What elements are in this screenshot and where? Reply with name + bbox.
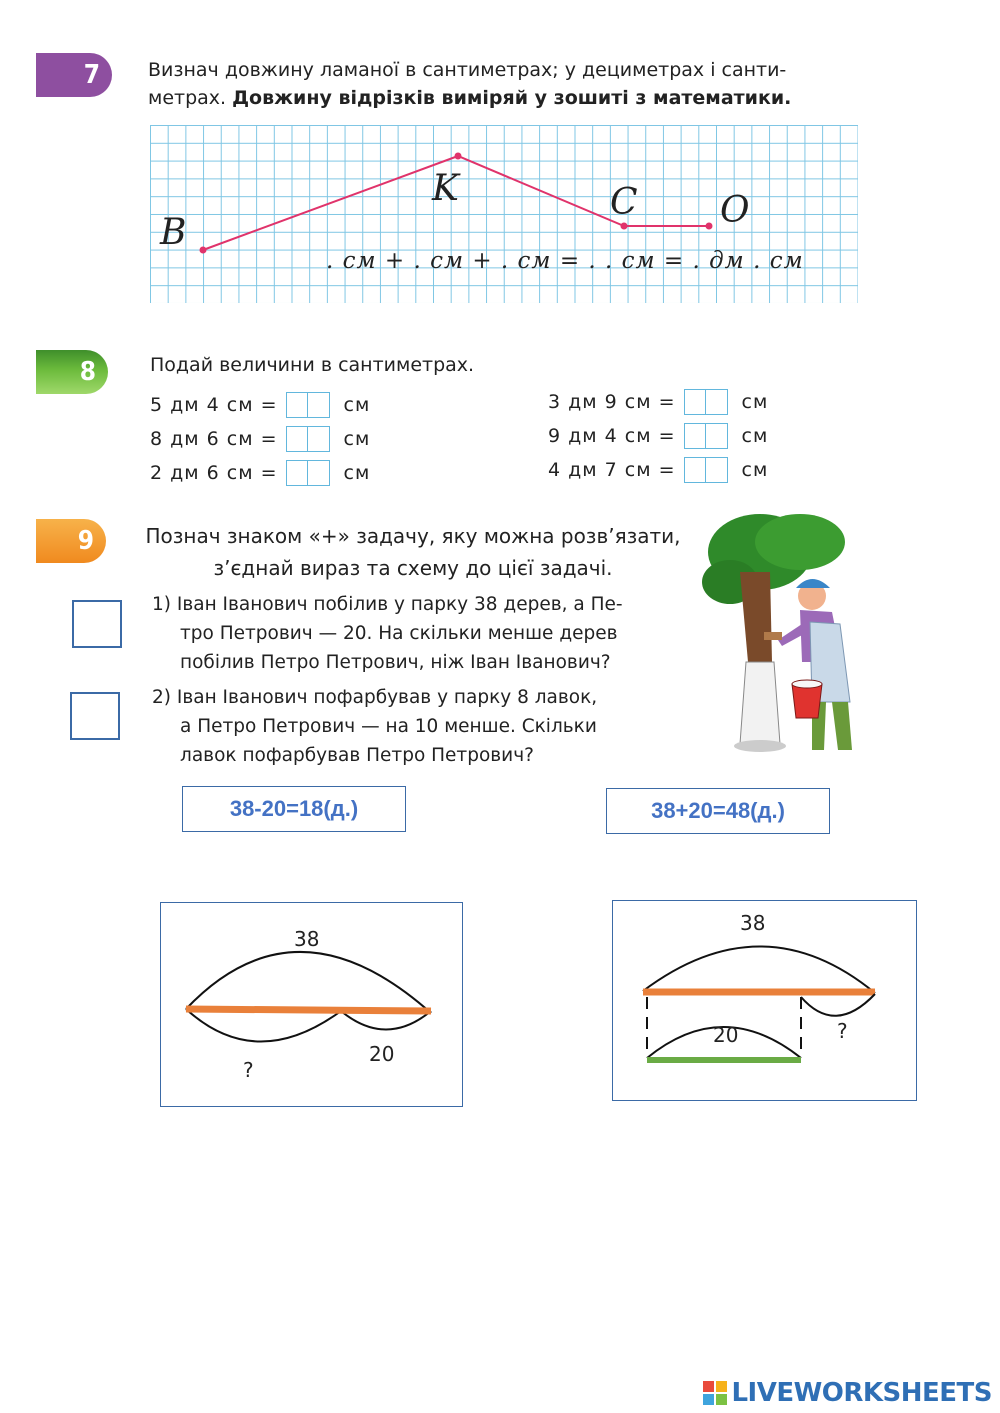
- conversion-row-right-2: [548, 423, 768, 449]
- unit-label: см: [741, 425, 769, 447]
- answer-box[interactable]: [684, 389, 728, 415]
- conversion-expression: 5 дм 4 см =: [150, 394, 278, 416]
- expression-card-1[interactable]: [182, 786, 406, 832]
- answer-box[interactable]: [684, 423, 728, 449]
- unit-label: см: [741, 459, 769, 481]
- scheme-card-2[interactable]: [612, 900, 917, 1101]
- gardener-cap: [796, 579, 830, 588]
- task-7-line2: [148, 84, 858, 112]
- label-o: O: [720, 190, 750, 231]
- problem-1-line: 1) Іван Іванович побілив у парку 38 дерев, а Пе-: [152, 594, 623, 615]
- task-7-bold-instruction: Довжину відрізків виміряй у зошиті з математики.: [232, 87, 792, 109]
- conversion-expression: 9 дм 4 см =: [548, 425, 676, 447]
- expression-card-2[interactable]: [606, 788, 830, 834]
- task-7-badge: [36, 53, 112, 97]
- point-k: [455, 153, 462, 160]
- task-8-badge: [36, 350, 108, 394]
- brace-unknown: [186, 1009, 341, 1042]
- scheme-1-top-label: 38: [294, 927, 320, 951]
- liveworksheets-icon: [703, 1381, 727, 1405]
- scheme-2-question-label: ?: [837, 1019, 848, 1043]
- unit-label: см: [343, 462, 371, 484]
- paint-bucket: [792, 684, 822, 718]
- brush: [764, 632, 782, 640]
- task-9-line2: з’єднай вираз та схему до цієї задачі.: [213, 556, 613, 580]
- task-7-line2-start: метрах.: [148, 87, 227, 109]
- problem-1-checkbox[interactable]: [72, 600, 122, 648]
- problem-1-line: побілив Петро Петрович, ніж Іван Іванович?: [180, 652, 611, 673]
- label-k: K: [432, 168, 459, 209]
- task-9-instructions: [128, 520, 698, 584]
- task-9-line1: Познач знаком «+» задачу, яку можна розв’язати,: [145, 524, 681, 548]
- task-9-badge: [36, 519, 106, 563]
- scheme-1-right-label: 20: [369, 1042, 395, 1066]
- polyline-figure: [150, 125, 858, 303]
- whitewashed-trunk: [740, 662, 780, 744]
- label-b: B: [160, 212, 187, 253]
- expression-2-text: 38+20=48(д.): [651, 798, 785, 823]
- point-c: [621, 223, 628, 230]
- conversion-row-left-3: [150, 460, 370, 486]
- problem-2-text: [152, 683, 670, 770]
- label-c: C: [610, 182, 638, 223]
- scheme-2-middle-label: 20: [713, 1023, 739, 1047]
- conversion-expression: 4 дм 7 см =: [548, 459, 676, 481]
- conversion-expression: 2 дм 6 см =: [150, 462, 278, 484]
- problem-2-line: лавок пофарбував Петро Петрович?: [180, 745, 534, 766]
- point-b: [200, 247, 207, 254]
- answer-box[interactable]: [684, 457, 728, 483]
- problem-2-line: а Петро Петрович — на 10 менше. Скільки: [180, 716, 597, 737]
- brace-38: [643, 946, 875, 993]
- tree-trunk: [740, 572, 772, 662]
- logo-text: LIVEWORKSHEETS: [731, 1378, 992, 1408]
- conversion-row-left-1: [150, 392, 370, 418]
- unit-label: см: [343, 394, 371, 416]
- scheme-card-1[interactable]: [160, 902, 463, 1107]
- task-8-number: 8: [79, 357, 96, 387]
- conversion-row-right-3: [548, 457, 768, 483]
- brace-unknown: [801, 994, 875, 1016]
- segment-bar: [186, 1009, 431, 1011]
- length-formula: . см + . см + . см = . . см = . дм . см: [326, 248, 804, 274]
- task-9-number: 9: [77, 526, 94, 556]
- answer-box[interactable]: [286, 426, 330, 452]
- answer-box[interactable]: [286, 460, 330, 486]
- scheme-2-top-label: 38: [740, 911, 766, 935]
- brace-38: [186, 952, 431, 1013]
- gardener-illustration: [700, 512, 865, 762]
- task-7-line1: Визнач довжину ламаної в сантиметрах; у дециметрах і санти-: [148, 59, 787, 81]
- conversion-expression: 3 дм 9 см =: [548, 391, 676, 413]
- conversion-row-right-1: [548, 389, 768, 415]
- point-o: [706, 223, 713, 230]
- liveworksheets-logo: [703, 1378, 992, 1408]
- task-8-title: Подай величини в сантиметрах.: [150, 354, 475, 376]
- conversion-expression: 8 дм 6 см =: [150, 428, 278, 450]
- unit-label: см: [343, 428, 371, 450]
- task-7-number: 7: [83, 60, 100, 90]
- conversion-row-left-2: [150, 426, 370, 452]
- problem-1-line: тро Петрович — 20. На скільки менше дерев: [180, 623, 618, 644]
- problem-1-text: [152, 590, 670, 677]
- task-7-instructions: [148, 56, 858, 112]
- expression-1-text: 38-20=18(д.): [229, 796, 359, 821]
- problem-2-line: 2) Іван Іванович пофарбував у парку 8 лавок,: [152, 687, 598, 708]
- unit-label: см: [741, 391, 769, 413]
- problem-2-checkbox[interactable]: [70, 692, 120, 740]
- answer-box[interactable]: [286, 392, 330, 418]
- scheme-1-question-label: ?: [243, 1058, 254, 1082]
